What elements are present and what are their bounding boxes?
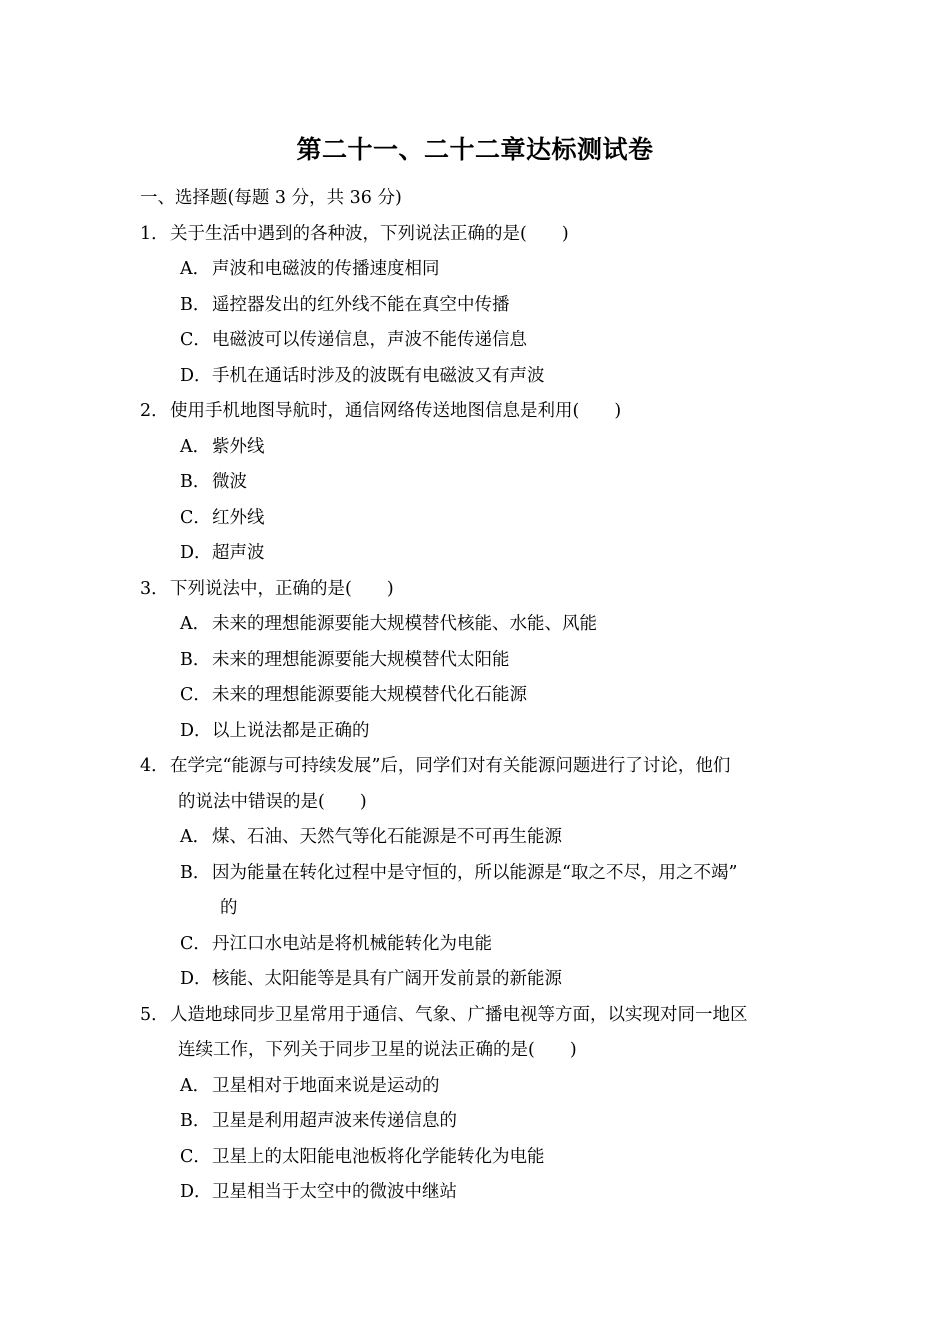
question-number: 2． — [140, 401, 169, 421]
question-text: 关于生活中遇到的各种波，下列说法正确的是( ) — [170, 223, 569, 244]
option-letter: D． — [180, 1182, 212, 1202]
option-text: 卫星相当于太空中的微波中继站 — [212, 1182, 457, 1202]
option-text: 煤、石油、天然气等化石能源是不可再生能源 — [212, 827, 562, 847]
option-text: 以上说法都是正确的 — [212, 720, 370, 741]
option-letter: A． — [180, 827, 211, 847]
option-letter: A． — [180, 259, 211, 279]
option-letter: B． — [180, 472, 211, 492]
option-text: 红外线 — [212, 507, 265, 528]
question-2 — [140, 394, 820, 572]
question-number: 3． — [140, 578, 169, 599]
option-letter: D． — [180, 365, 212, 386]
question-1 — [140, 217, 820, 395]
option-text: 核能、太阳能等是具有广阔开发前景的新能源 — [212, 969, 562, 989]
option-text: 未来的理想能源要能大规模替代核能、水能、风能 — [212, 614, 597, 634]
option — [140, 323, 820, 359]
option-continued — [140, 891, 820, 927]
option — [140, 252, 820, 288]
question-stem-continued — [140, 1033, 820, 1069]
question-stem — [140, 394, 820, 430]
question-stem-continued — [140, 785, 820, 821]
option-letter: D． — [180, 720, 212, 741]
option-text: 紫外线 — [212, 436, 265, 457]
option-text: 未来的理想能源要能大规模替代太阳能 — [212, 649, 510, 670]
option — [140, 1175, 820, 1211]
question-4 — [140, 749, 820, 998]
option-letter: B． — [180, 1111, 211, 1131]
question-text: 的说法中错误的是( ) — [178, 791, 367, 812]
option-text: 声波和电磁波的传播速度相同 — [212, 259, 440, 279]
option-text: 因为能量在转化过程中是守恒的，所以能源是“取之不尽，用之不竭” — [212, 862, 738, 883]
question-number: 4． — [140, 756, 169, 776]
option-text: 未来的理想能源要能大规模替代化石能源 — [212, 685, 527, 705]
option-letter: A． — [180, 614, 211, 634]
option — [140, 820, 820, 856]
option — [140, 714, 820, 750]
option-letter: C． — [180, 507, 211, 528]
option — [140, 288, 820, 324]
option-letter: B． — [180, 649, 211, 670]
option — [140, 927, 820, 963]
question-3 — [140, 572, 820, 750]
option — [140, 1069, 820, 1105]
option — [140, 1104, 820, 1140]
option — [140, 430, 820, 466]
option — [140, 607, 820, 643]
option-text: 电磁波可以传递信息，声波不能传递信息 — [212, 330, 527, 350]
question-number: 1． — [140, 223, 169, 244]
option-letter: A． — [180, 1075, 211, 1096]
option-text: 手机在通话时涉及的波既有电磁波又有声波 — [212, 365, 545, 386]
page-title: 第二十一、二十二章达标测试卷 — [296, 135, 654, 164]
question-stem — [140, 217, 820, 253]
option — [140, 643, 820, 679]
question-stem — [140, 749, 820, 785]
question-stem — [140, 572, 820, 608]
question-text: 使用手机地图导航时，通信网络传送地图信息是利用( ) — [170, 401, 622, 421]
option — [140, 359, 820, 395]
option — [140, 856, 820, 892]
option-letter: A． — [180, 436, 211, 457]
option-letter: D． — [180, 543, 212, 563]
option-letter: C． — [180, 933, 211, 954]
option-text: 的 — [220, 898, 238, 918]
question-list — [140, 181, 820, 1211]
option-text: 微波 — [212, 472, 247, 492]
question-text: 下列说法中，正确的是( ) — [170, 578, 394, 599]
question-stem — [140, 998, 820, 1034]
option — [140, 1140, 820, 1176]
option-text: 超声波 — [212, 543, 265, 563]
option — [140, 465, 820, 501]
option-letter: B． — [180, 294, 211, 315]
option — [140, 536, 820, 572]
question-text: 连续工作，下列关于同步卫星的说法正确的是( ) — [178, 1040, 577, 1060]
question-text: 人造地球同步卫星常用于通信、气象、广播电视等方面，以实现对同一地区 — [170, 1004, 748, 1025]
option-text: 卫星相对于地面来说是运动的 — [212, 1075, 440, 1096]
option-text: 卫星上的太阳能电池板将化学能转化为电能 — [212, 1146, 545, 1167]
option — [140, 501, 820, 537]
option-letter: B． — [180, 862, 211, 883]
question-5 — [140, 998, 820, 1211]
question-number: 5． — [140, 1004, 169, 1025]
option — [140, 678, 820, 714]
option-text: 丹江口水电站是将机械能转化为电能 — [212, 933, 492, 954]
option — [140, 962, 820, 998]
option-letter: C． — [180, 330, 211, 350]
option-text: 卫星是利用超声波来传递信息的 — [212, 1111, 457, 1131]
option-letter: D． — [180, 969, 212, 989]
section-heading: 一、选择题(每题 3 分，共 36 分) — [140, 188, 402, 208]
question-text: 在学完“能源与可持续发展”后，同学们对有关能源问题进行了讨论，他们 — [170, 756, 731, 776]
option-letter: C． — [180, 685, 211, 705]
option-text: 遥控器发出的红外线不能在真空中传播 — [212, 294, 510, 315]
option-letter: C． — [180, 1146, 211, 1167]
questions-container — [140, 217, 820, 1211]
